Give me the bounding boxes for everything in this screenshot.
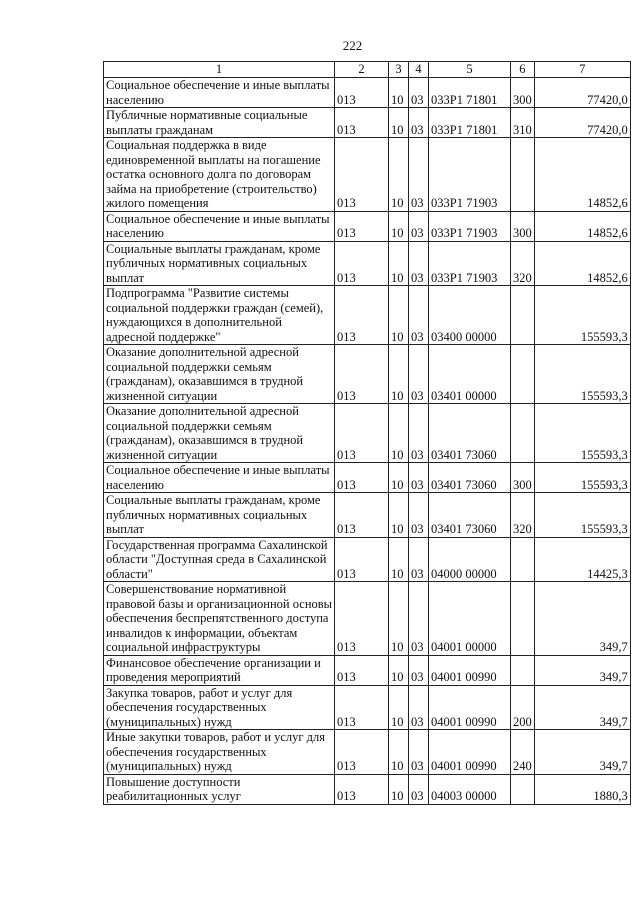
subsection-code: 03 xyxy=(409,108,429,138)
subsection-code: 03 xyxy=(409,685,429,730)
item-name: Публичные нормативные социальные выплаты гражданам xyxy=(104,108,335,138)
target-article-code: 04001 00990 xyxy=(429,685,511,730)
amount: 155593,3 xyxy=(534,493,630,538)
item-name: Подпрограмма "Развитие системы социальной поддержки граждан (семей), нуждающихся в дополнительной адресной поддержке" xyxy=(104,286,335,345)
target-article-code: 03401 00000 xyxy=(429,345,511,404)
ministry-code: 013 xyxy=(335,286,389,345)
target-article-code: 04001 00990 xyxy=(429,655,511,685)
amount: 77420,0 xyxy=(534,108,630,138)
target-article-code: 03401 73060 xyxy=(429,404,511,463)
section-code: 10 xyxy=(389,730,409,775)
expense-type-code xyxy=(511,345,535,404)
table-row xyxy=(104,774,631,804)
amount: 349,7 xyxy=(534,582,630,656)
column-header: 6 xyxy=(511,62,535,78)
expense-type-code xyxy=(511,582,535,656)
expense-type-code xyxy=(511,655,535,685)
item-name: Финансовое обеспечение организации и проведения мероприятий xyxy=(104,655,335,685)
amount: 77420,0 xyxy=(534,78,630,108)
expense-type-code: 300 xyxy=(511,211,535,241)
ministry-code: 013 xyxy=(335,108,389,138)
expense-type-code xyxy=(511,537,535,582)
subsection-code: 03 xyxy=(409,730,429,775)
item-name: Оказание дополнительной адресной социальной поддержки семьям (гражданам), оказавшимся в трудной жизненной ситуации xyxy=(104,345,335,404)
section-code: 10 xyxy=(389,78,409,108)
item-name: Социальное обеспечение и иные выплаты населению xyxy=(104,78,335,108)
expense-type-code xyxy=(511,404,535,463)
ministry-code: 013 xyxy=(335,582,389,656)
expense-type-code: 320 xyxy=(511,241,535,286)
subsection-code: 03 xyxy=(409,582,429,656)
item-name: Социальное обеспечение и иные выплаты населению xyxy=(104,463,335,493)
ministry-code: 013 xyxy=(335,537,389,582)
amount: 14852,6 xyxy=(534,138,630,212)
amount: 349,7 xyxy=(534,685,630,730)
subsection-code: 03 xyxy=(409,493,429,538)
section-code: 10 xyxy=(389,108,409,138)
ministry-code: 013 xyxy=(335,493,389,538)
budget-table xyxy=(103,61,631,805)
item-name: Государственная программа Сахалинской области "Доступная среда в Сахалинской области" xyxy=(104,537,335,582)
page-number: 222 xyxy=(342,38,363,53)
column-header: 3 xyxy=(389,62,409,78)
section-code: 10 xyxy=(389,655,409,685)
item-name: Социальное обеспечение и иные выплаты населению xyxy=(104,211,335,241)
item-name: Закупка товаров, работ и услуг для обеспечения государственных (муниципальных) нужд xyxy=(104,685,335,730)
subsection-code: 03 xyxy=(409,345,429,404)
subsection-code: 03 xyxy=(409,78,429,108)
target-article-code: 033Р1 71903 xyxy=(429,138,511,212)
table-row xyxy=(104,241,631,286)
subsection-code: 03 xyxy=(409,286,429,345)
amount: 155593,3 xyxy=(534,286,630,345)
section-code: 10 xyxy=(389,138,409,212)
target-article-code: 03400 00000 xyxy=(429,286,511,345)
column-header: 1 xyxy=(104,62,335,78)
table-row xyxy=(104,582,631,656)
section-code: 10 xyxy=(389,537,409,582)
amount: 349,7 xyxy=(534,655,630,685)
section-code: 10 xyxy=(389,774,409,804)
header-row xyxy=(104,62,631,78)
table-row xyxy=(104,211,631,241)
section-code: 10 xyxy=(389,493,409,538)
column-header: 4 xyxy=(409,62,429,78)
ministry-code: 013 xyxy=(335,655,389,685)
subsection-code: 03 xyxy=(409,211,429,241)
ministry-code: 013 xyxy=(335,463,389,493)
ministry-code: 013 xyxy=(335,345,389,404)
expense-type-code: 320 xyxy=(511,493,535,538)
subsection-code: 03 xyxy=(409,138,429,212)
amount: 155593,3 xyxy=(534,463,630,493)
section-code: 10 xyxy=(389,241,409,286)
expense-type-code: 300 xyxy=(511,463,535,493)
section-code: 10 xyxy=(389,404,409,463)
target-article-code: 033Р1 71801 xyxy=(429,108,511,138)
column-header: 7 xyxy=(534,62,630,78)
table-row xyxy=(104,345,631,404)
table-row xyxy=(104,404,631,463)
amount: 349,7 xyxy=(534,730,630,775)
section-code: 10 xyxy=(389,286,409,345)
target-article-code: 04001 00000 xyxy=(429,582,511,656)
table-row xyxy=(104,463,631,493)
expense-type-code xyxy=(511,286,535,345)
column-header: 2 xyxy=(335,62,389,78)
item-name: Иные закупки товаров, работ и услуг для обеспечения государственных (муниципальных) нужд xyxy=(104,730,335,775)
subsection-code: 03 xyxy=(409,463,429,493)
table-row xyxy=(104,108,631,138)
ministry-code: 013 xyxy=(335,774,389,804)
amount: 14852,6 xyxy=(534,241,630,286)
expense-type-code xyxy=(511,138,535,212)
ministry-code: 013 xyxy=(335,730,389,775)
expense-type-code xyxy=(511,774,535,804)
ministry-code: 013 xyxy=(335,78,389,108)
subsection-code: 03 xyxy=(409,655,429,685)
section-code: 10 xyxy=(389,345,409,404)
amount: 14425,3 xyxy=(534,537,630,582)
amount: 14852,6 xyxy=(534,211,630,241)
amount: 155593,3 xyxy=(534,404,630,463)
table-row xyxy=(104,537,631,582)
target-article-code: 033Р1 71903 xyxy=(429,241,511,286)
subsection-code: 03 xyxy=(409,404,429,463)
target-article-code: 04000 00000 xyxy=(429,537,511,582)
amount: 1880,3 xyxy=(534,774,630,804)
ministry-code: 013 xyxy=(335,685,389,730)
target-article-code: 033Р1 71801 xyxy=(429,78,511,108)
section-code: 10 xyxy=(389,211,409,241)
expense-type-code: 310 xyxy=(511,108,535,138)
item-name: Совершенствование нормативной правовой базы и организационной основы обеспечения беспрепятственного доступа инвалидов к информации, объектам социальной инфраструктуры xyxy=(104,582,335,656)
expense-type-code: 200 xyxy=(511,685,535,730)
table-row xyxy=(104,78,631,108)
column-header: 5 xyxy=(429,62,511,78)
expense-type-code: 300 xyxy=(511,78,535,108)
table-row xyxy=(104,655,631,685)
target-article-code: 03401 73060 xyxy=(429,463,511,493)
table-row xyxy=(104,730,631,775)
section-code: 10 xyxy=(389,685,409,730)
item-name: Повышение доступности реабилитационных услуг xyxy=(104,774,335,804)
item-name: Социальная поддержка в виде единовременной выплаты на погашение остатка основного долга по договорам займа на приобретение (строительство) жилого помещения xyxy=(104,138,335,212)
ministry-code: 013 xyxy=(335,241,389,286)
section-code: 10 xyxy=(389,463,409,493)
subsection-code: 03 xyxy=(409,774,429,804)
subsection-code: 03 xyxy=(409,537,429,582)
amount: 155593,3 xyxy=(534,345,630,404)
table-row xyxy=(104,493,631,538)
target-article-code: 033Р1 71903 xyxy=(429,211,511,241)
table-row xyxy=(104,286,631,345)
item-name: Оказание дополнительной адресной социальной поддержки семьям (гражданам), оказавшимся в трудной жизненной ситуации xyxy=(104,404,335,463)
target-article-code: 04001 00990 xyxy=(429,730,511,775)
target-article-code: 04003 00000 xyxy=(429,774,511,804)
ministry-code: 013 xyxy=(335,211,389,241)
subsection-code: 03 xyxy=(409,241,429,286)
ministry-code: 013 xyxy=(335,138,389,212)
table-row xyxy=(104,138,631,212)
item-name: Социальные выплаты гражданам, кроме публичных нормативных социальных выплат xyxy=(104,241,335,286)
section-code: 10 xyxy=(389,582,409,656)
expense-type-code: 240 xyxy=(511,730,535,775)
table-row xyxy=(104,685,631,730)
target-article-code: 03401 73060 xyxy=(429,493,511,538)
item-name: Социальные выплаты гражданам, кроме публичных нормативных социальных выплат xyxy=(104,493,335,538)
ministry-code: 013 xyxy=(335,404,389,463)
